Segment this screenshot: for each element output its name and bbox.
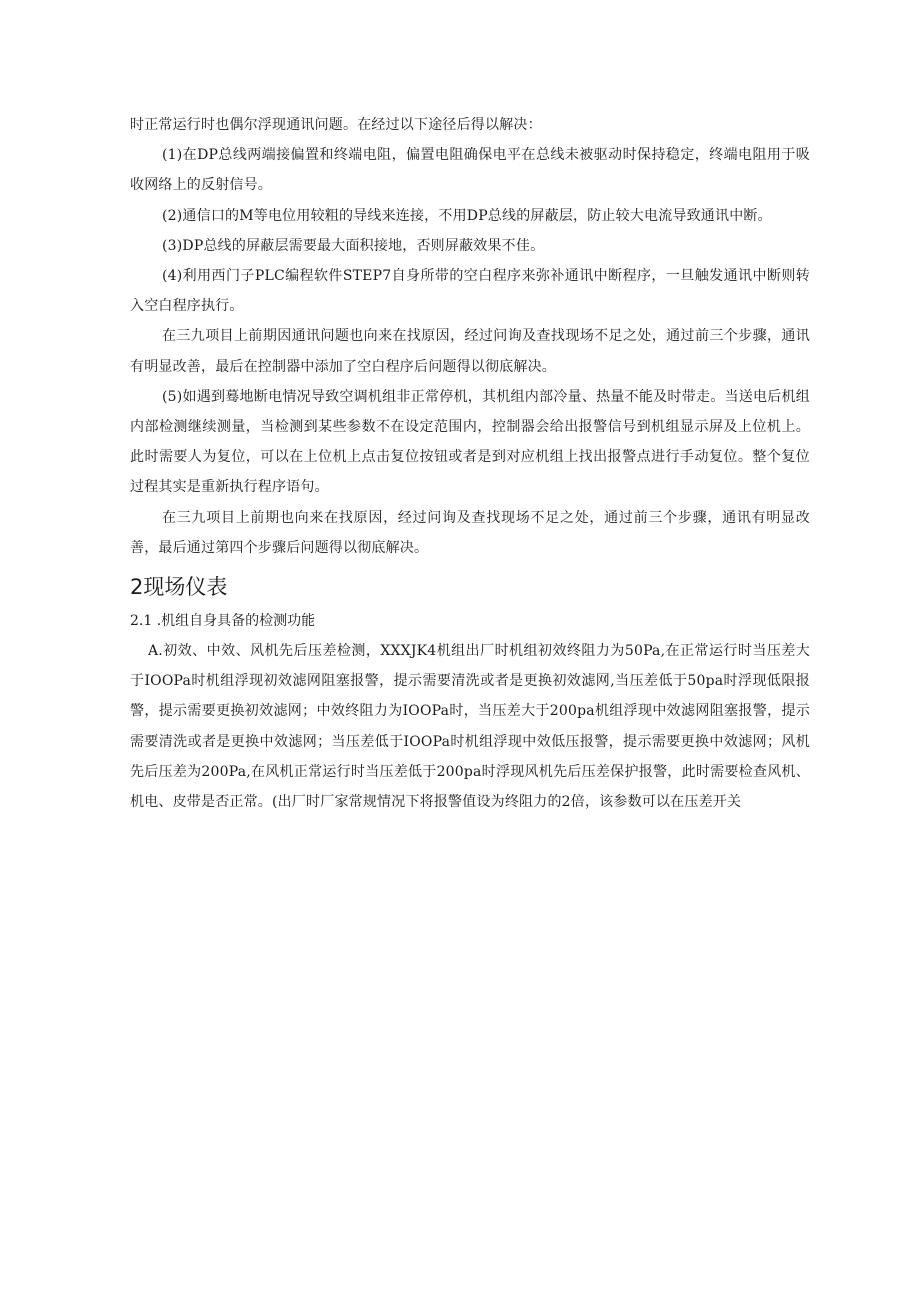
paragraph-pressure-detection: A.初效、中效、风机先后压差检测，XXXJK4机组出厂时机组初效终阻力为50Pa,在正常运行时当压差大于IOOPa时机组浮现初效滤网阻塞报警，提示需要清洗或者是更换初效滤网,当压差低于50pa时浮现低限报警，提示需要更换初效滤网；中效终阻力为IOOPa时，当压差大于200pa机组浮现中效滤网阻塞报警，提示需要清洗或者是更换中效滤网；当压差低于IOOPa时机组浮现中效低压报警，提示需要更换中效滤网；风机先后压差为200Pa,在风机正常运行时当压差低于200pa时浮现风机先后压差保护报警，此时需要检查风机、机电、皮带是否正常。(出厂时厂家常规情况下将报警值设为终阻力的2倍，该参数可以在压差开关 bbox=[130, 643, 810, 811]
document-body bbox=[130, 110, 810, 817]
paragraph-step-4: (4)利用西门子PLC编程软件STEP7自身所带的空白程序来弥补通讯中断程序，一旦触发通讯中断则转入空白程序执行。 bbox=[130, 268, 810, 315]
paragraph-project-note-1: 在三九项目上前期因通讯问题也向来在找原因，经过问询及查找现场不足之处，通过前三个步骤，通讯有明显改善，最后在控制器中添加了空白程序后问题得以彻底解决。 bbox=[130, 328, 810, 375]
paragraph-step-3: (3)DP总线的屏蔽层需要最大面积接地，否则屏蔽效果不佳。 bbox=[162, 237, 545, 254]
paragraph-step-1: (1)在DP总线两端接偏置和终端电阻，偏置电阻确保电平在总线未被驱动时保持稳定，终端电阻用于吸收网络上的反射信号。 bbox=[130, 147, 810, 194]
paragraph-continuation: 时正常运行时也偶尔浮现通讯问题。在经过以下途径后得以解决： bbox=[130, 117, 542, 133]
paragraph-project-note-2: 在三九项目上前期也向来在找原因，经过问询及查找现场不足之处，通过前三个步骤，通讯有明显改善，最后通过第四个步骤后问题得以彻底解决。 bbox=[130, 509, 810, 556]
paragraph-step-2: (2)通信口的M等电位用较粗的导线来连接，不用DP总线的屏蔽层，防止较大电流导致通讯中断。 bbox=[162, 207, 772, 224]
section-heading: 2现场仪表 bbox=[130, 575, 228, 600]
subsection-heading: 2.1 .机组自身具备的检测功能 bbox=[130, 613, 316, 630]
paragraph-step-5: (5)如遇到蓦地断电情况导致空调机组非正常停机，其机组内部冷量、热量不能及时带走。当送电后机组内部检测继续测量，当检测到某些参数不在设定范围内，控制器会给出报警信号到机组显示屏及上位机上。此时需要人为复位，可以在上位机上点击复位按钮或者是到对应机组上找出报警点进行手动复位。整个复位过程其实是重新执行程序语句。 bbox=[130, 388, 810, 496]
